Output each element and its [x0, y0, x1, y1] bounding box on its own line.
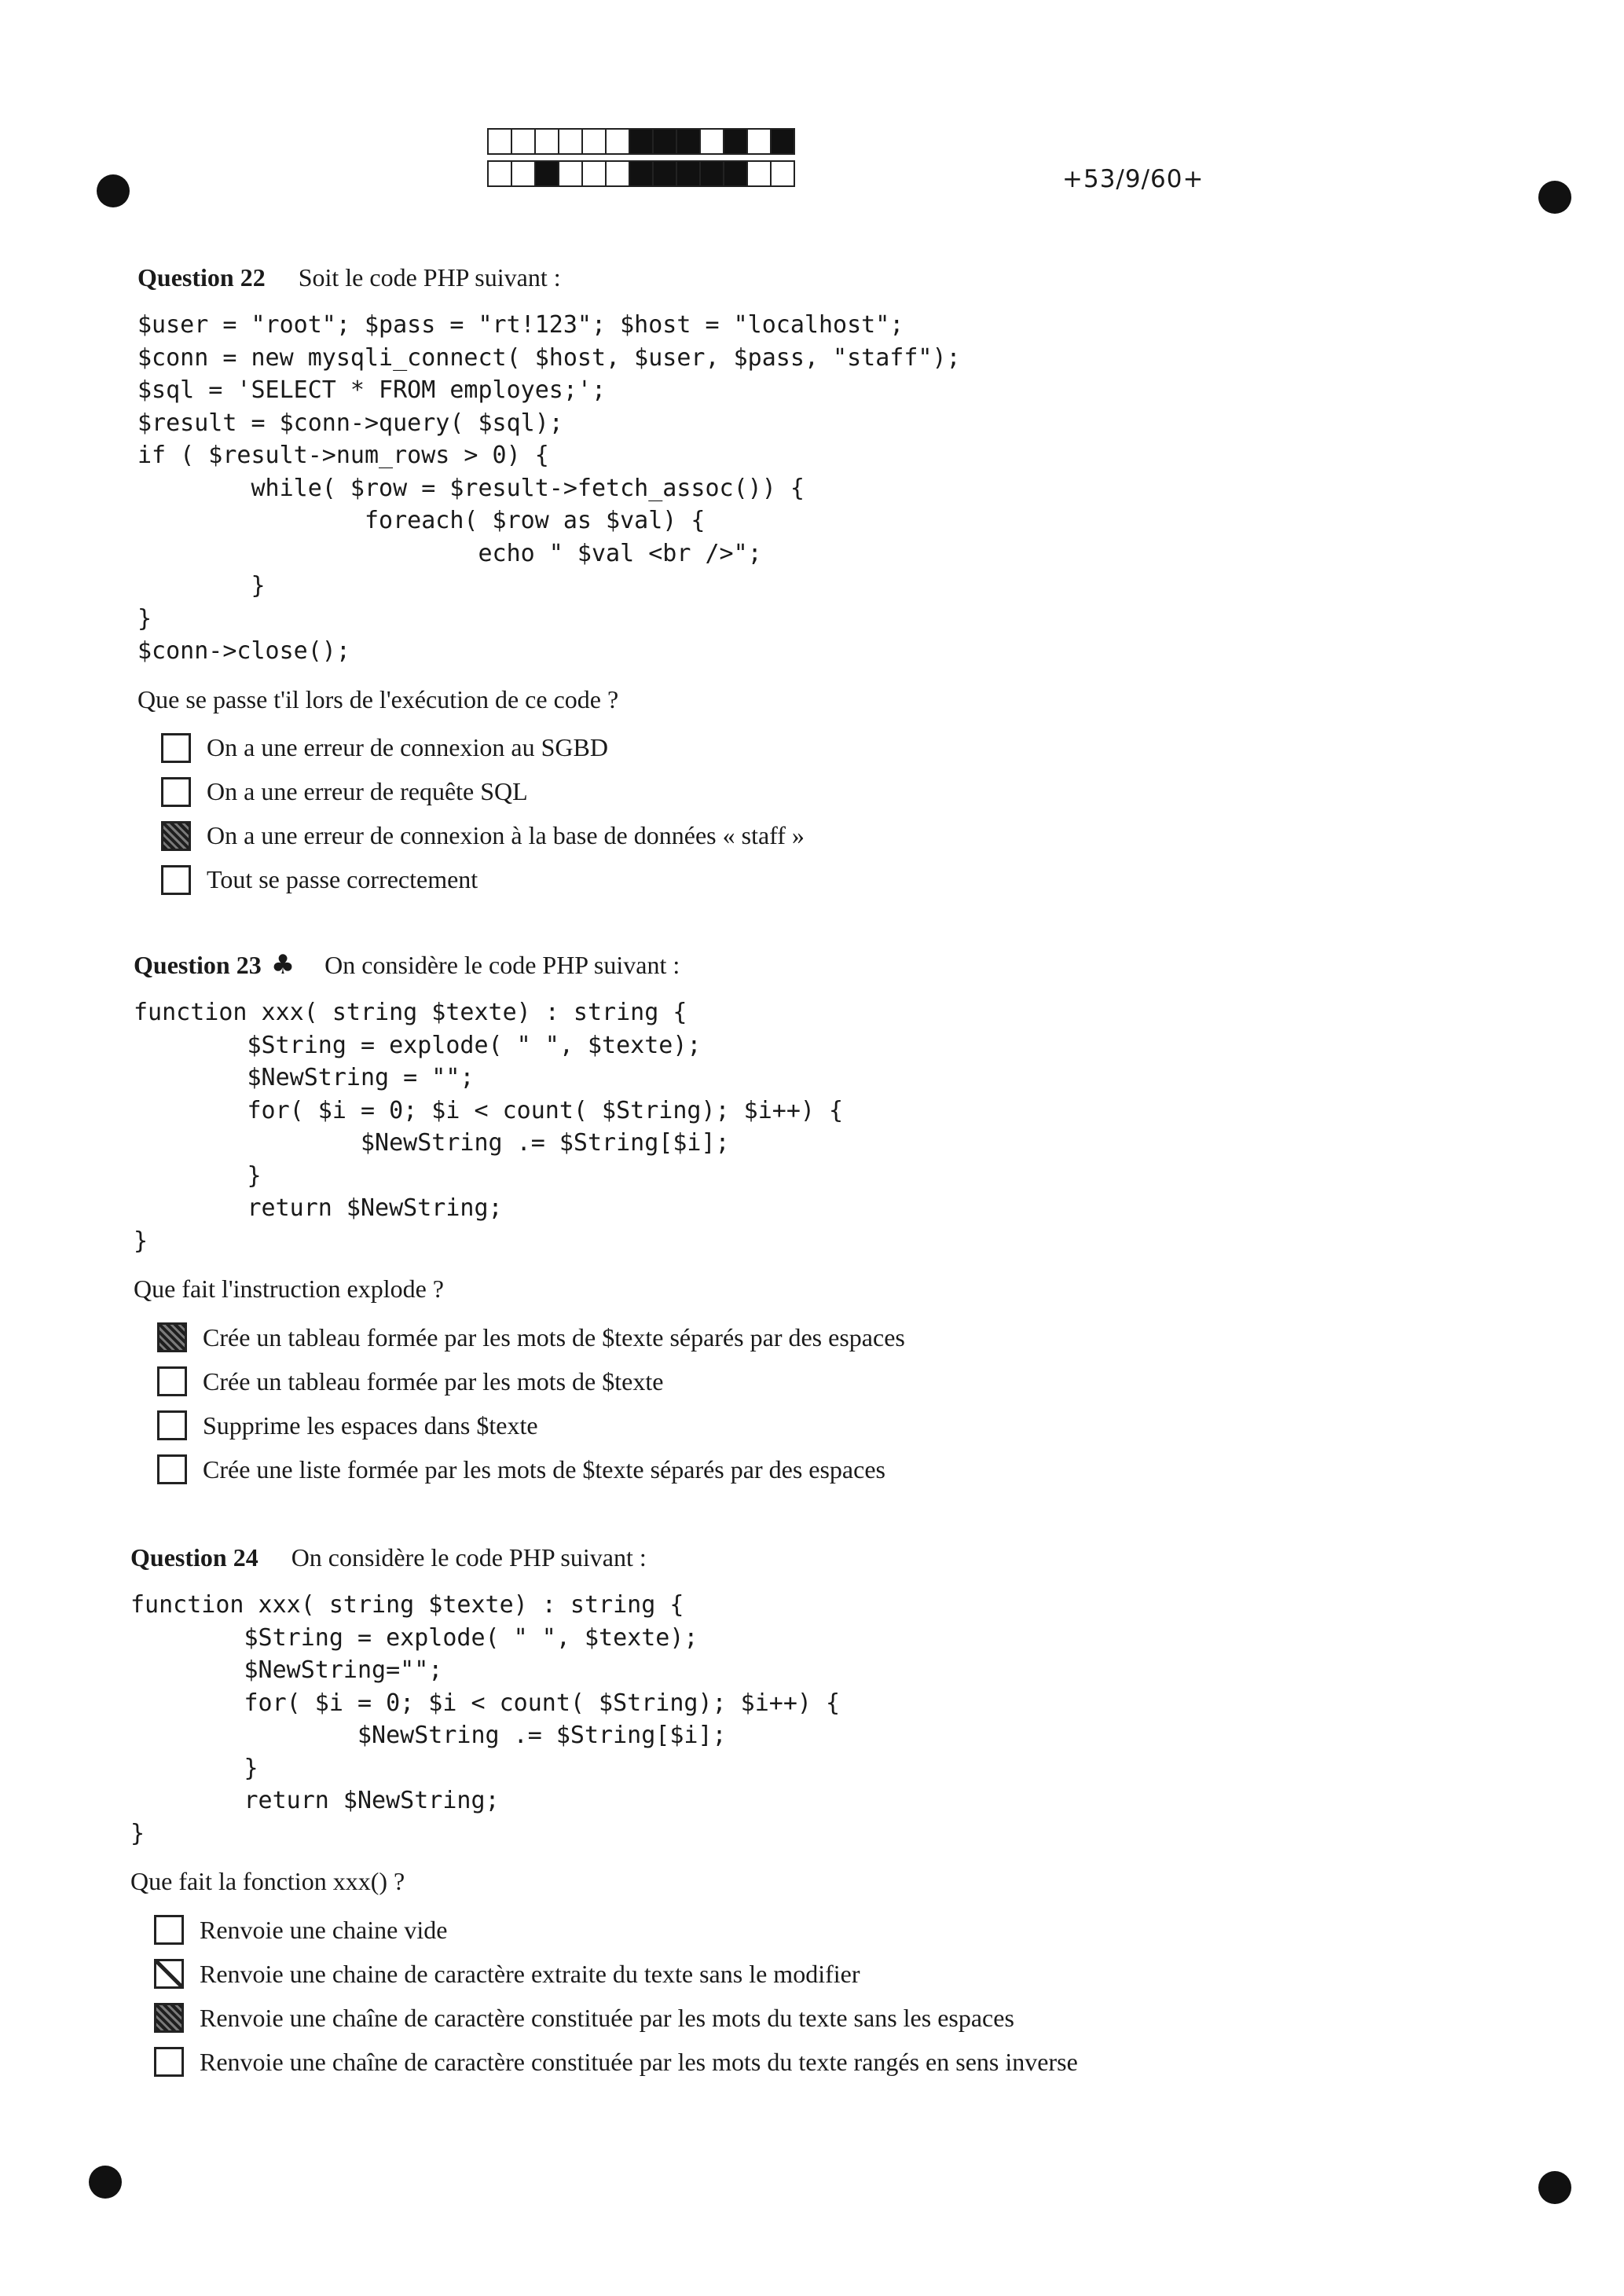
answer-checkbox[interactable] — [154, 2047, 184, 2077]
answer-label: Renvoie une chaîne de caractère constituée par les mots du texte sans les espaces — [200, 2003, 1014, 2032]
barcode-top-row — [487, 128, 794, 155]
barcode-cell — [581, 128, 607, 155]
question-title: Question 22 — [137, 263, 266, 292]
answer-checkbox[interactable] — [157, 1454, 187, 1484]
barcode-cell — [746, 128, 772, 155]
question-title: Question 24 — [130, 1543, 258, 1572]
answer-option — [157, 1315, 1564, 1359]
answer-checkbox[interactable] — [157, 1322, 187, 1352]
answer-label: Crée un tableau formée par les mots de $texte — [203, 1366, 664, 1396]
barcode-cell — [629, 160, 654, 187]
answer-label: On a une erreur de requête SQL — [207, 777, 528, 805]
answer-checkbox[interactable] — [157, 1410, 187, 1440]
answer-label: Crée une liste formée par les mots de $texte séparés par des espaces — [203, 1454, 885, 1484]
barcode-cell — [629, 128, 654, 155]
barcode-cell — [558, 160, 583, 187]
answer-list — [161, 726, 1567, 902]
barcode-cell — [605, 160, 630, 187]
question-intro: On considère le code PHP suivant : — [291, 1543, 647, 1572]
answer-label: Renvoie une chaîne de caractère constituée par les mots du texte rangés en sens inverse — [200, 2047, 1078, 2076]
corner-mark-bottom-left — [89, 2166, 122, 2199]
question-23 — [134, 949, 1564, 1491]
answer-list — [157, 1315, 1564, 1491]
answer-label: On a une erreur de connexion à la base de données « staff » — [207, 821, 805, 849]
answer-option — [154, 1908, 1560, 1952]
question-intro: Soit le code PHP suivant : — [298, 263, 561, 292]
barcode-cell — [723, 128, 748, 155]
club-suit-icon: ♣ — [270, 949, 295, 981]
answer-label: Renvoie une chaine de caractère extraite du texte sans le modifier — [200, 1959, 860, 1988]
barcode-cell — [770, 128, 795, 155]
answer-option — [161, 858, 1567, 902]
barcode-cell — [699, 160, 724, 187]
barcode-cell — [534, 128, 559, 155]
barcode-cell — [652, 128, 677, 155]
answer-option — [154, 1952, 1560, 1996]
question-prompt: Que fait l'instruction explode ? — [134, 1275, 444, 1303]
barcode-cell — [770, 160, 795, 187]
answer-checkbox[interactable] — [157, 1366, 187, 1396]
barcode-cell — [746, 160, 772, 187]
question-24 — [130, 1542, 1560, 2084]
barcode-cell — [511, 160, 536, 187]
answer-checkbox[interactable] — [154, 1959, 184, 1989]
barcode-cell — [511, 128, 536, 155]
answer-option — [161, 770, 1567, 814]
barcode-cell — [487, 128, 512, 155]
code-block: function xxx( string $texte) : string { $String = explode( " ", $texte); $NewString = ""; for( $i = 0; $i < count( $String); $i++) { $NewString .= $String[$i]; } return $NewString; } — [134, 999, 844, 1255]
question-title: Question 23 — [134, 951, 262, 979]
barcode-cell — [605, 128, 630, 155]
answer-label: Renvoie une chaine vide — [200, 1915, 448, 1944]
barcode-cell — [652, 160, 677, 187]
question-heading — [134, 949, 1564, 981]
barcode-cell — [723, 160, 748, 187]
corner-mark-bottom-right — [1538, 2171, 1571, 2204]
answer-label: Crée un tableau formée par les mots de $texte séparés par des espaces — [203, 1322, 905, 1352]
answer-checkbox[interactable] — [161, 777, 191, 807]
exam-code: +53/9/60+ — [1062, 165, 1204, 193]
answer-list — [154, 1908, 1560, 2084]
answer-option — [157, 1403, 1564, 1447]
barcode-cell — [676, 128, 701, 155]
question-intro: On considère le code PHP suivant : — [324, 951, 680, 979]
code-block: $user = "root"; $pass = "rt!123"; $host = "localhost"; $conn = new mysqli_connect( $host, $user, $pass, "staff"); $sql = 'SELECT * FROM employes;'; $result = $conn->query( $sql); if ( $result->num_rows > 0) { while( $row = $result->fetch_assoc()) { foreach( $row as $val) { echo " $val <br />"; } } $conn->close(); — [137, 311, 961, 665]
barcode-cell — [676, 160, 701, 187]
answer-label: Tout se passe correctement — [207, 865, 478, 893]
answer-label: Supprime les espaces dans $texte — [203, 1410, 538, 1440]
answer-checkbox[interactable] — [154, 1915, 184, 1945]
barcode-bottom-row — [487, 160, 794, 187]
question-22 — [137, 262, 1567, 902]
answer-option — [161, 814, 1567, 858]
answer-checkbox[interactable] — [161, 865, 191, 895]
barcode-cell — [581, 160, 607, 187]
corner-mark-top-right — [1538, 181, 1571, 214]
question-heading — [137, 262, 1567, 293]
barcode-cell — [699, 128, 724, 155]
barcode-cell — [487, 160, 512, 187]
barcode-cell — [558, 128, 583, 155]
answer-checkbox[interactable] — [161, 733, 191, 763]
answer-option — [157, 1447, 1564, 1491]
answer-checkbox[interactable] — [154, 2003, 184, 2033]
question-heading — [130, 1542, 1560, 1573]
code-block: function xxx( string $texte) : string { $String = explode( " ", $texte); $NewString=""; for( $i = 0; $i < count( $String); $i++) { $NewString .= $String[$i]; } return $NewString; } — [130, 1591, 841, 1847]
question-prompt: Que fait la fonction xxx() ? — [130, 1867, 405, 1895]
corner-mark-top-left — [97, 174, 130, 207]
answer-label: On a une erreur de connexion au SGBD — [207, 733, 608, 761]
answer-option — [157, 1359, 1564, 1403]
answer-option — [154, 1996, 1560, 2040]
answer-option — [154, 2040, 1560, 2084]
question-prompt: Que se passe t'il lors de l'exécution de ce code ? — [137, 684, 619, 713]
answer-option — [161, 726, 1567, 770]
answer-checkbox[interactable] — [161, 821, 191, 851]
barcode-cell — [534, 160, 559, 187]
